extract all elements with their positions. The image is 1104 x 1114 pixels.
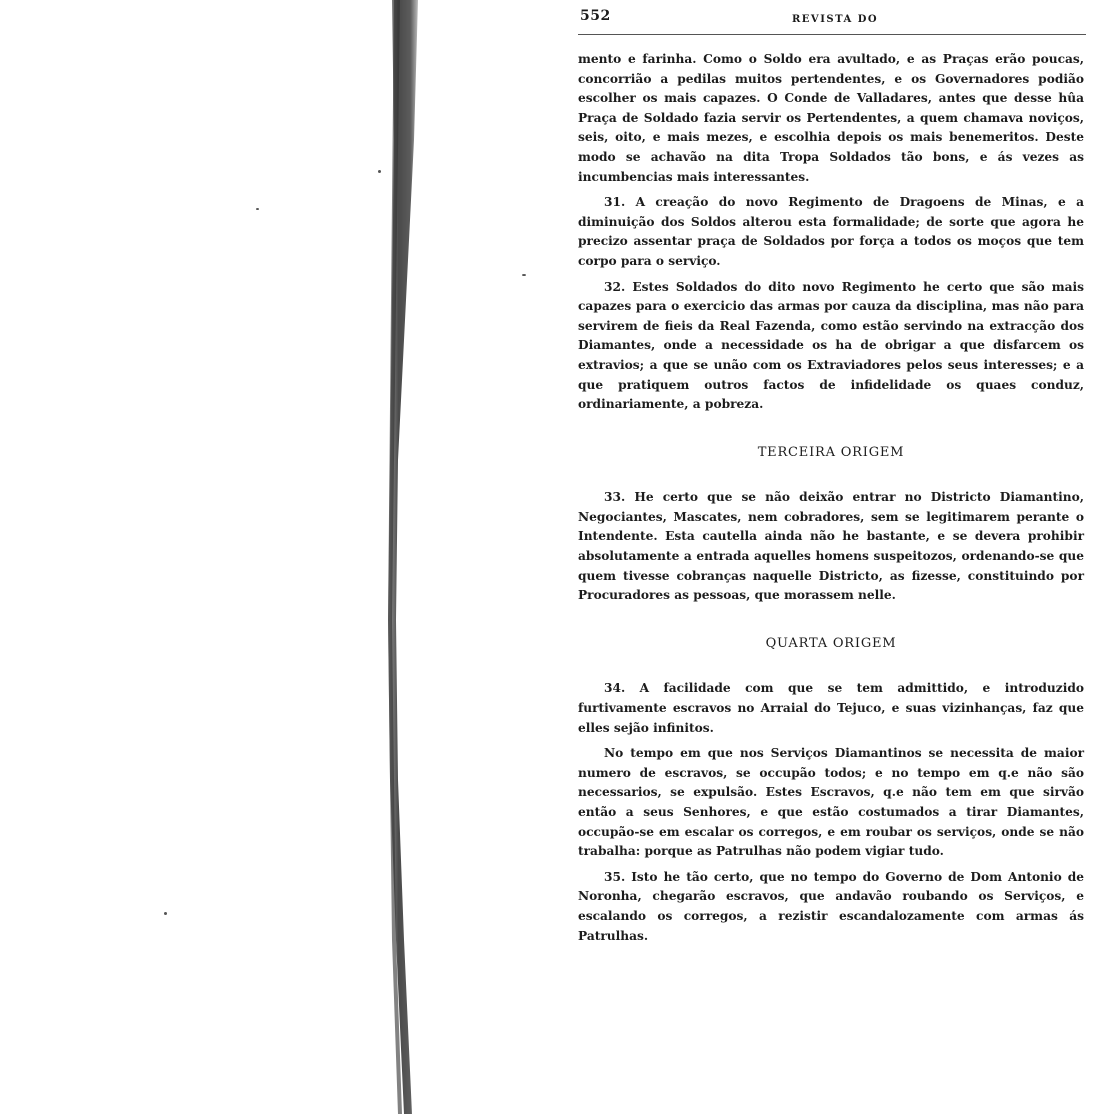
section-title-terceira-origem: TERCEIRA ORIGEM xyxy=(757,444,905,460)
page-number: 552 xyxy=(580,8,611,24)
scan-speck xyxy=(378,170,381,173)
page-header xyxy=(578,6,1084,32)
header-rule xyxy=(578,34,1086,35)
paragraph-34-continued: No tempo em que nos Serviços Diamantinos se necessita de maior numero de escravos, se occupão todos; e no tempo em q.e não são necessarios, se expulsão. Estes Escravos, q.e não tem em que sirvão então a seus Senhores, e que estão costumados a tirar Diamantes, occupão-se em escalar os corregos, e em roubar os serviços, onde se não trabalha: porque as Patrulhas não podem vigiar tudo. xyxy=(578,746,1084,859)
page-body xyxy=(578,50,1084,952)
paragraph-31: 31. A creação do novo Regimento de Dragoens de Minas, e a diminuição dos Soldos alterou esta formalidade; de sorte que agora he precizo assentar praça de Soldados por força a todos os moços que tem corpo para o serviço. xyxy=(578,195,1084,268)
scan-speck xyxy=(164,912,167,915)
paragraph-35: 35. Isto he tão certo, que no tempo do Governo de Dom Antonio de Noronha, chegarão escravos, que andavão roubando os Serviços, e escalando os corregos, a rezistir escandalozamente com armas ás Patrulhas. xyxy=(578,869,1084,943)
paragraph-continuation: mento e farinha. Como o Soldo era avultado, e as Praças erão poucas, concorrião a pedilas muitos pertendentes, e os Governadores podião escolher os mais capazes. O Conde de Valladares, antes que desse hûa Praça de Soldado fazia servir os Pertendentes, a quem chamava noviços, seis, oito, e mais mezes, e escolhia depois os mais benemeritos. Deste modo se achavão na dita Tropa Soldados tão bons, e ás vezes as incumbencias mais interessantes. xyxy=(578,52,1084,184)
scan-speck xyxy=(256,208,259,210)
scan-speck xyxy=(522,274,526,276)
paragraph-34: 34. A facilidade com que se tem admittido, e introduzido furtivamente escravos no Arraial do Tejuco, e suas vizinhanças, faz que elles sejão infinitos. xyxy=(578,681,1084,735)
paragraph-33: 33. He certo que se não deixão entrar no Districto Diamantino, Negociantes, Mascates, nem cobradores, sem se legitimarem perante o Intendente. Esta cautella ainda não he bastante, e se devera prohibir absolutamente a entrada aquelles homens suspeitozos, ordenando-se que quem tivesse cobranças naquelle Districto, as fizesse, constituindo por Procuradores as pessoas, que morassem nelle. xyxy=(578,490,1084,603)
running-head: REVISTA DO xyxy=(792,14,879,25)
paragraph-32: 32. Estes Soldados do dito novo Regimento he certo que são mais capazes para o exercicio das armas por cauza da disciplina, mas não para servirem de fieis da Real Fazenda, como estão servindo na extracção dos Diamantes, onde a necessidade os ha de obrigar a que disfarcem os extravios; a que se unão com os Extraviadores pelos seus interesses; e a que pratiquem outros factos de infidelidade os quaes conduz, ordinariamente, a pobreza. xyxy=(578,279,1084,412)
section-title-quarta-origem: QUARTA ORIGEM xyxy=(765,635,897,651)
